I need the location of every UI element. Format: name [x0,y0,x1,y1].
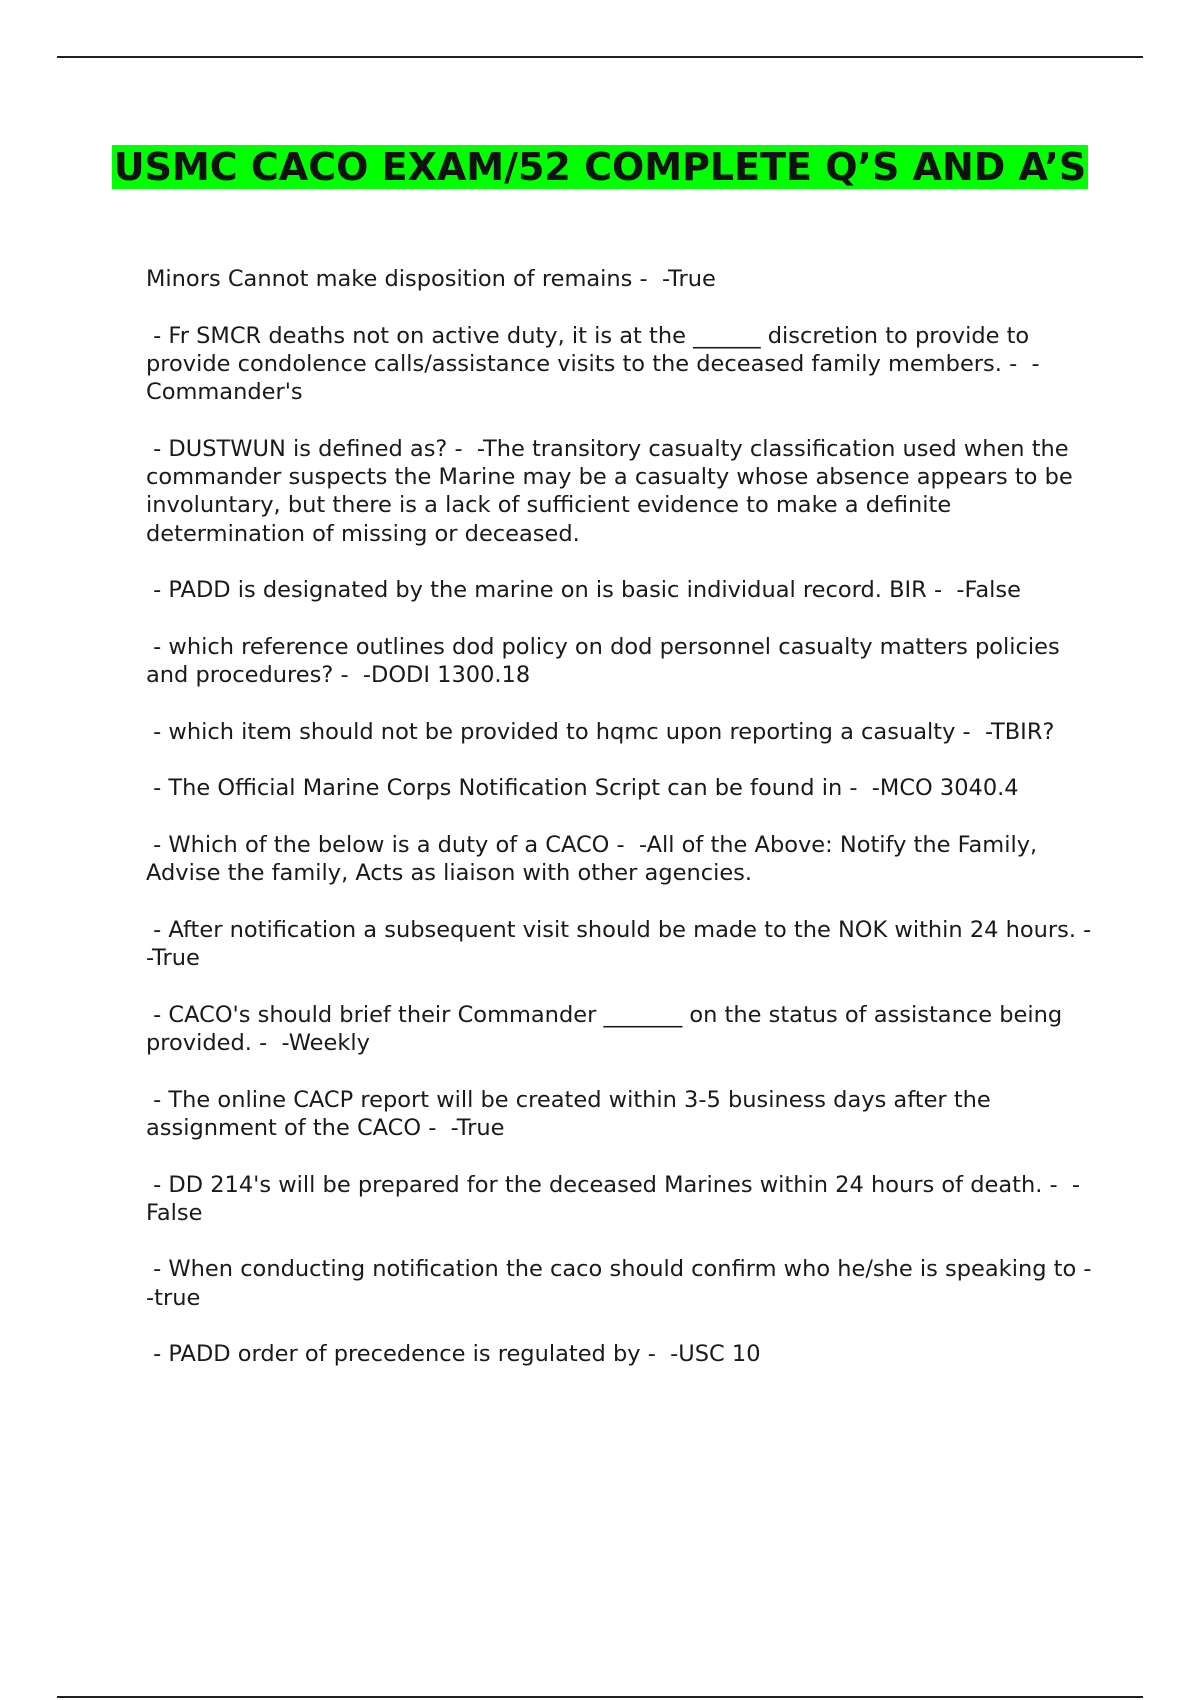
qa-item: - which reference outlines dod policy on dod personnel casualty matters policies and procedures? - -DODI 1300.18 [146,633,1067,689]
header-rule [57,56,1143,58]
qa-item: - Fr SMCR deaths not on active duty, it is at the ______ discretion to provide to provide condolence calls/assistance visits to the deceased family members. - -Commander's [146,322,1040,406]
qa-item: - PADD is designated by the marine on is basic individual record. BIR - -False [146,577,1021,604]
qa-item: - DD 214's will be prepared for the deceased Marines within 24 hours of death. - -False [146,1171,1081,1226]
qa-item: - After notification a subsequent visit should be made to the NOK within 24 hours. - -True [146,916,1106,972]
qa-item: - When conducting notification the caco should confirm who he/she is speaking to - -true [146,1256,1106,1311]
qa-item: - CACO's should brief their Commander _______ on the status of assistance being provided. - -Weekly [146,1001,1070,1057]
qa-item: Minors Cannot make disposition of remains - -True [146,266,716,292]
document-title: USMC CACO EXAM/52 COMPLETE Q’S AND A’S [113,145,1087,189]
qa-item: - Which of the below is a duty of a CACO - -All of the Above: Notify the Family, Advise the family, Acts as liaison with other agencies. [146,831,1045,887]
title-block [100,144,1100,191]
qa-list [146,265,1106,1397]
qa-item: - PADD order of precedence is regulated by - -USC 10 [146,1341,761,1368]
qa-item: - which item should not be provided to hqmc upon reporting a casualty - -TBIR? [146,718,1055,745]
qa-item: - DUSTWUN is defined as? - -The transitory casualty classification used when the commander suspects the Marine may be a casualty whose absence appears to be involuntary, but there is a lack of sufficient evidence to make a definite determination of missing or deceased. [146,435,1080,547]
footer-rule [57,1696,1143,1698]
qa-item: - The online CACP report will be created within 3-5 business days after the assignment of the CACO - -True [146,1086,998,1141]
qa-item: - The Official Marine Corps Notification Script can be found in - -MCO 3040.4 [146,775,1019,802]
